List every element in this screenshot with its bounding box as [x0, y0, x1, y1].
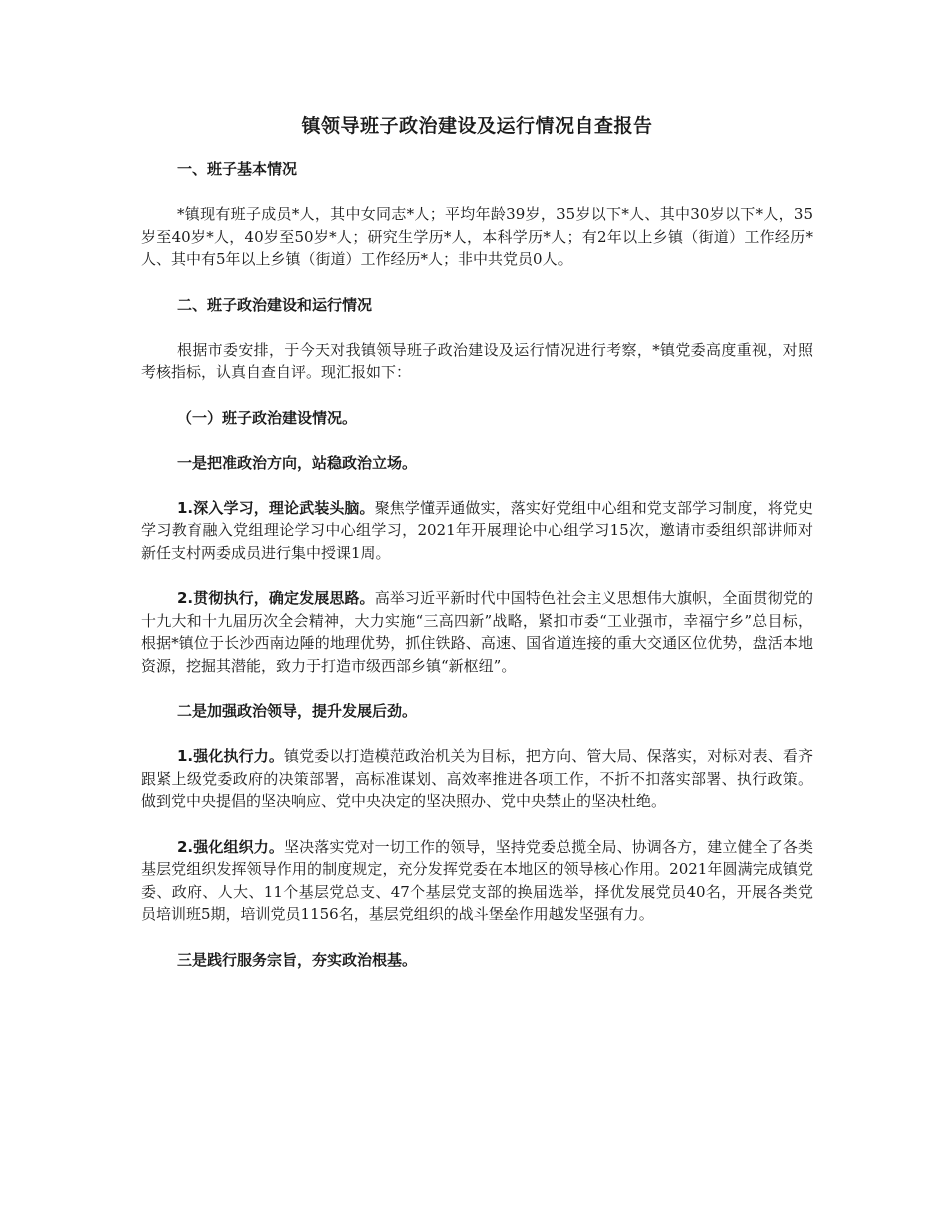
paragraph-organization — [141, 836, 813, 926]
paragraph-lead: 2.强化组织力。 — [177, 837, 284, 856]
paragraph-body: 镇党委以打造模范政治机关为目标，把方向、管大局、保落实，对标对表、看齐跟紧上级党委政府的决策部署，高标准谋划、高效率推进各项工作，不折不扣落实部署、执行政策。做到党中央提倡的坚决响应、党中央决定的坚决照办、党中央禁止的坚决杜绝。 — [141, 747, 813, 810]
point-heading-direction: 一是把准政治方向，站稳政治立场。 — [177, 453, 418, 472]
section-heading-political-building: 二、班子政治建设和运行情况 — [177, 295, 373, 314]
paragraph-body: 聚焦学懂弄通做实，落实好党组中心组和党支部学习制度，将党史学习教育融入党组理论学习中心组学习，2021年开展理论中心组学习15次，邀请市委组织部讲师对新任支村两委成员进行集中授课1周。 — [141, 498, 813, 562]
subsection-heading-building-status: （一）班子政治建设情况。 — [177, 408, 358, 427]
point-heading-service: 三是践行服务宗旨，夯实政治根基。 — [177, 950, 418, 969]
paragraph-execution — [141, 745, 813, 813]
paragraph-lead: 2.贯彻执行，确定发展思路。 — [177, 589, 375, 607]
paragraph-lead: 1.强化执行力。 — [177, 747, 284, 765]
point-heading-leadership: 二是加强政治领导，提升发展后劲。 — [177, 702, 418, 720]
paragraph-study — [141, 497, 813, 565]
document-title: 镇领导班子政治建设及运行情况自查报告 — [301, 115, 653, 137]
section-heading-basic-info: 一、班子基本情况 — [177, 160, 298, 178]
paragraph-intro: 根据市委安排，于今天对我镇领导班子政治建设及运行情况进行考察，*镇党委高度重视，对照考核指标，认真自查自评。现汇报如下： — [141, 340, 813, 381]
paragraph-lead: 1.深入学习，理论武装头脑。 — [177, 498, 375, 517]
paragraph-implement — [141, 587, 813, 677]
paragraph-body: 高举习近平新时代中国特色社会主义思想伟大旗帜，全面贯彻党的十九大和十九届历次全会精神，大力实施“三高四新”战略，紧扣市委“工业强市，幸福宁乡”总目标，根据*镇位于长沙西南边陲的地理优势，抓住铁路、高速、国省道连接的重大交通区位优势，盘活本地资源，挖掘其潜能，致力于打造市级西部乡镇“新枢纽”。 — [141, 589, 813, 675]
paragraph-body: 坚决落实党对一切工作的领导，坚持党委总揽全局、协调各方，建立健全了各类基层党组织发挥领导作用的制度规定，充分发挥党委在本地区的领导核心作用。2021年圆满完成镇党委、政府、人大、11个基层党总支、47个基层党支部的换届选举，择优发展党员40名，开展各类党员培训班5期，培训党员1156名，基层党组织的战斗堡垒作用越发坚强有力。 — [141, 837, 813, 923]
document-page — [141, 112, 813, 994]
paragraph-basic-info: *镇现有班子成员*人，其中女同志*人；平均年龄39岁，35岁以下*人、其中30岁以下*人，35岁至40岁*人，40岁至50岁*人；研究生学历*人，本科学历*人；有2年以上乡镇（街道）工作经历*人、其中有5年以上乡镇（街道）工作经历*人；非中共党员0人。 — [141, 205, 813, 268]
